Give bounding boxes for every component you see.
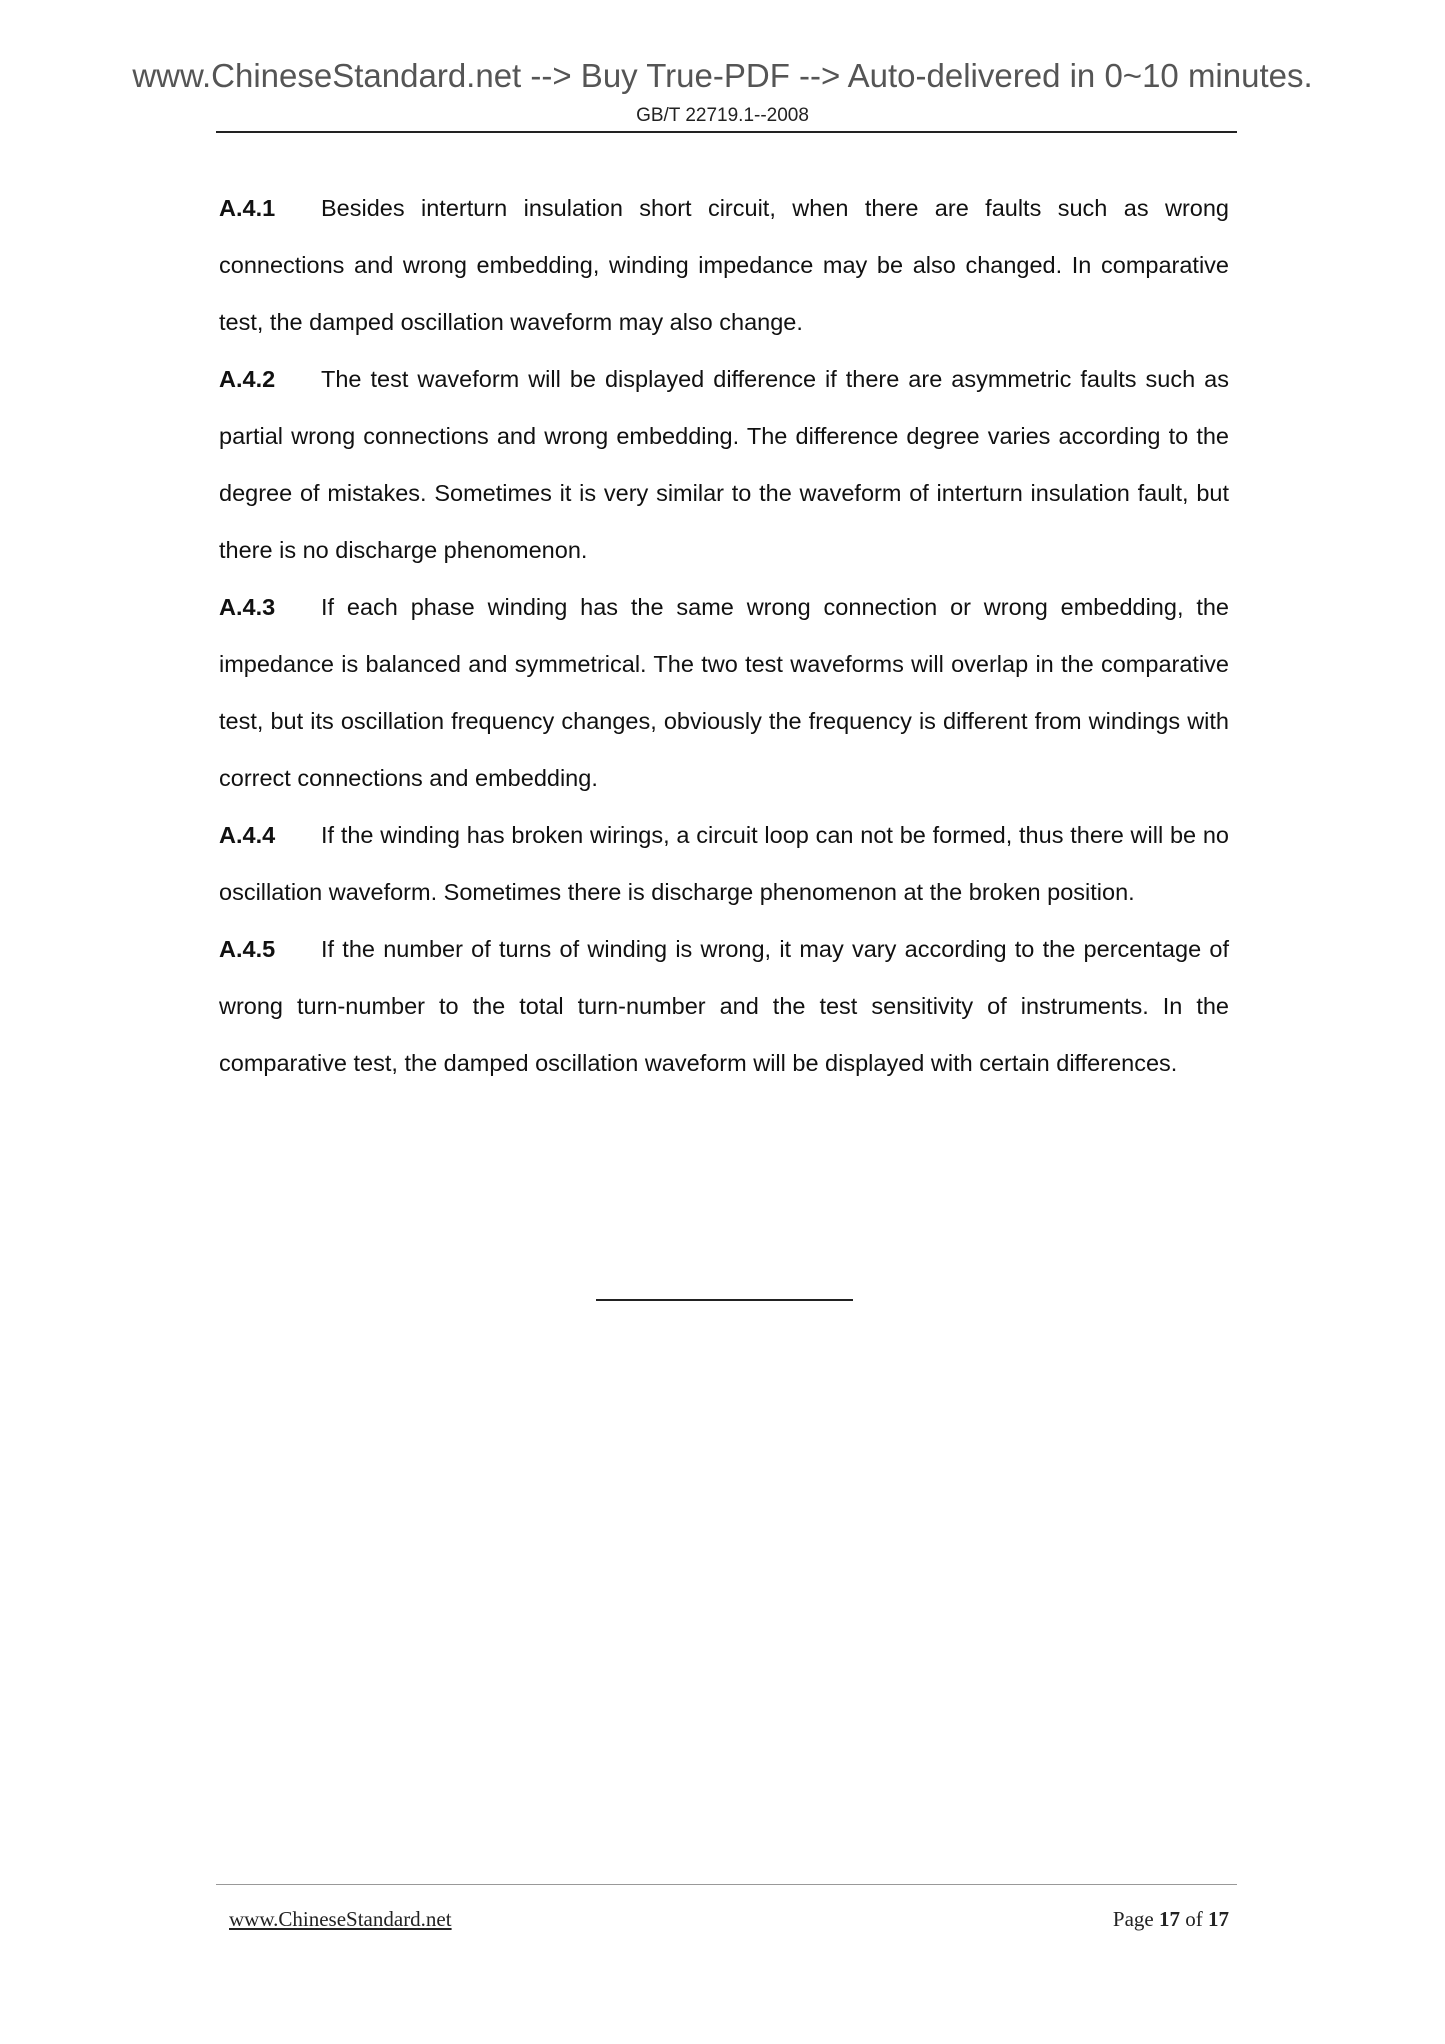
page-of: of	[1185, 1907, 1203, 1931]
clause-a-4-4	[219, 807, 1229, 921]
site-banner[interactable]: www.ChineseStandard.net --> Buy True-PDF --> Auto-delivered in 0~10 minutes.	[132, 57, 1313, 94]
page-current: 17	[1159, 1907, 1180, 1931]
page-indicator	[1113, 1906, 1229, 1932]
clause-number: A.4.4	[219, 822, 276, 848]
clause-number: A.4.3	[219, 594, 276, 620]
footer-site-link[interactable]: www.ChineseStandard.net	[229, 1907, 452, 1931]
clause-text: Besides interturn insulation short circuit, when there are faults such as wrong connections and wrong embedding, winding impedance may be also changed. In comparative test, the damped oscillation waveform may also change.	[219, 195, 1229, 335]
clause-text: If each phase winding has the same wrong connection or wrong embedding, the impedance is balanced and symmetrical. The two test waveforms will overlap in the comparative test, but its oscillation frequency changes, obviously the frequency is different from windings with correct connections and embedding.	[219, 594, 1229, 791]
clause-text: The test waveform will be displayed difference if there are asymmetric faults such as partial wrong connections and wrong embedding. The difference degree varies according to the degree of mistakes. Sometimes it is very similar to the waveform of interturn insulation fault, but there is no discharge phenomenon.	[219, 366, 1229, 563]
page-total: 17	[1208, 1907, 1229, 1931]
clause-a-4-3	[219, 579, 1229, 807]
document-body	[219, 180, 1229, 1092]
footer-divider	[216, 1884, 1237, 1885]
clause-text: If the number of turns of winding is wrong, it may vary according to the percentage of wrong turn-number to the total turn-number and the test sensitivity of instruments. In the comparative test, the damped oscillation waveform will be displayed with certain differences.	[219, 936, 1229, 1076]
clause-a-4-2	[219, 351, 1229, 579]
clause-number: A.4.1	[219, 195, 276, 221]
document-number: GB/T 22719.1--2008	[636, 105, 809, 126]
clause-text: If the winding has broken wirings, a circuit loop can not be formed, thus there will be no oscillation waveform. Sometimes there is discharge phenomenon at the broken position.	[219, 822, 1229, 905]
end-of-document-rule	[596, 1299, 853, 1301]
clause-number: A.4.5	[219, 936, 276, 962]
clause-a-4-1	[219, 180, 1229, 351]
clause-a-4-5	[219, 921, 1229, 1092]
header-divider	[216, 131, 1237, 133]
clause-number: A.4.2	[219, 366, 276, 392]
page-prefix: Page	[1112, 1907, 1154, 1931]
